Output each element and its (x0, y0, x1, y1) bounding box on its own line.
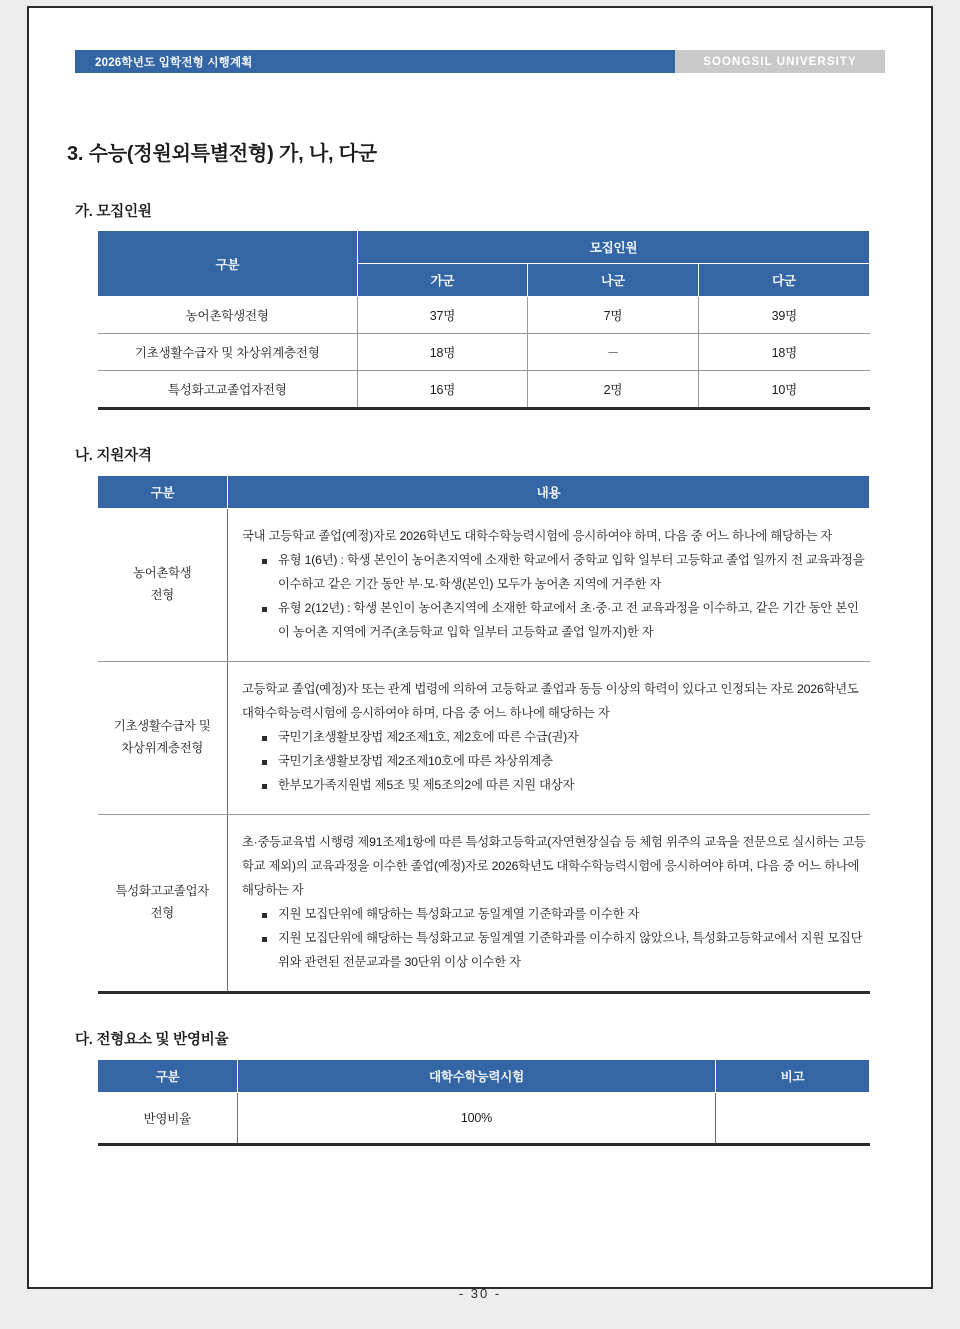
subsection-heading-capacity: 가. 모집인원 (75, 204, 152, 220)
cell-category (98, 661, 228, 814)
bullet-text: 국민기초생활보장법 제2조제10호에 따른 차상위계층 (278, 753, 553, 768)
qualification-lead-text: 국내 고등학교 졸업(예정)자로 2026학년도 대학수학능력시험에 응시하여야 하며, 다음 중 어느 하나에 해당하는 자 (242, 529, 833, 543)
capacity-table (97, 231, 870, 410)
cell-na: 2명 (528, 371, 699, 409)
cell-ga: 16명 (358, 371, 528, 409)
document-page (27, 6, 933, 1301)
cell-exam-ratio: 100% (238, 1092, 716, 1144)
ratio-table (97, 1059, 870, 1146)
qualification-bullet-list (242, 903, 870, 975)
qualification-bullet-list (242, 549, 870, 645)
table-row (98, 814, 870, 992)
page-number: - 30 - (458, 1286, 502, 1301)
col-header-division: 구분 (98, 231, 358, 297)
running-header-title: 2026학년도 입학전형 시행계획 (75, 50, 675, 73)
cell-division: 농어촌학생전형 (98, 297, 358, 334)
list-item (262, 549, 866, 597)
list-item (262, 750, 866, 774)
cell-na: 7명 (528, 297, 699, 334)
cell-division: 반영비율 (98, 1092, 238, 1144)
col-header-content: 내용 (228, 476, 870, 509)
subsection-heading-qualification: 나. 지원자격 (75, 448, 152, 464)
table-row (98, 371, 870, 409)
cell-da: 10명 (699, 371, 870, 409)
col-header-capacity-group: 모집인원 (358, 231, 870, 264)
col-header-division: 구분 (98, 1059, 238, 1092)
table-row (98, 661, 870, 814)
cell-na: － (528, 334, 699, 371)
bullet-text: 국민기초생활보장법 제2조제1호, 제2호에 따른 수급(권)자 (278, 729, 579, 744)
cell-content (228, 814, 870, 992)
list-item (262, 774, 866, 798)
category-line-2: 전형 (150, 587, 174, 602)
cell-division: 기초생활수급자 및 차상위계층전형 (98, 334, 358, 371)
capacity-table-header-row (98, 231, 870, 264)
page-title: 3. 수능(정원외특별전형) 가, 나, 다군 (67, 143, 377, 165)
col-header-ga: 가군 (358, 264, 528, 297)
col-header-exam: 대학수학능력시험 (238, 1059, 716, 1092)
category-line-2: 차상위계층전형 (121, 740, 204, 755)
list-item (262, 927, 866, 975)
bullet-text: 유형 1(6년) : 학생 본인이 농어촌지역에 소재한 학교에서 중학교 입학 일부터 고등학교 졸업 일까지 전 교육과정을 이수하고 같은 기간 동안 부·모·학생(본인) 모두가 농어촌 지역에 거주한 자 (278, 552, 865, 591)
list-item (262, 726, 866, 750)
col-header-note: 비고 (716, 1059, 870, 1092)
cell-category (98, 509, 228, 662)
bullet-text: 지원 모집단위에 해당하는 특성화고교 동일계열 기준학과를 이수하지 않았으나, 특성화고등학교에서 지원 모집단위와 관련된 전문교과를 30단위 이상 이수한 자 (278, 930, 863, 969)
cell-content (228, 509, 870, 662)
category-line-1: 농어촌학생 (133, 566, 192, 581)
table-row (98, 1092, 870, 1144)
cell-division: 특성화고교졸업자전형 (98, 371, 358, 409)
list-item (262, 597, 866, 645)
cell-category (98, 814, 228, 992)
subsection-heading-ratio: 다. 전형요소 및 반영비율 (75, 1031, 229, 1048)
list-item (262, 903, 866, 927)
bullet-text: 한부모가족지원법 제5조 및 제5조의2에 따른 지원 대상자 (278, 777, 575, 792)
bullet-text: 지원 모집단위에 해당하는 특성화고교 동일계열 기준학과를 이수한 자 (278, 906, 640, 921)
category-line-1: 특성화고교졸업자 (115, 884, 209, 899)
cell-ga: 37명 (358, 297, 528, 334)
col-header-na: 나군 (528, 264, 699, 297)
cell-da: 39명 (699, 297, 870, 334)
col-header-da: 다군 (699, 264, 870, 297)
qualification-bullet-list (242, 726, 870, 798)
ratio-table-header-row (98, 1059, 870, 1092)
table-row (98, 334, 870, 371)
col-header-division: 구분 (98, 476, 228, 509)
table-row (98, 509, 870, 662)
cell-note (716, 1092, 870, 1144)
running-header (75, 50, 885, 73)
qualification-lead-text: 고등학교 졸업(예정)자 또는 관계 법령에 의하여 고등학교 졸업과 동등 이상의 학력이 있다고 인정되는 자로 2026학년도 대학수학능력시험에 응시하여야 하며, 다음 중 어느 하나에 해당하는 자 (242, 681, 859, 720)
table-row (98, 297, 870, 334)
qualification-table (97, 475, 870, 994)
qualification-lead-text: 초·중등교육법 시행령 제91조제1항에 따른 특성화고등학교(자연현장실습 등 체험 위주의 교육을 전문으로 실시하는 고등학교 제외)의 교육과정을 이수한 졸업(예정)자로 2026학년도 대학수학능력시험에 응시하여야 하며, 다음 중 어느 하나에 해당하는 자 (242, 834, 866, 897)
cell-da: 18명 (699, 334, 870, 371)
bullet-text: 유형 2(12년) : 학생 본인이 농어촌지역에 소재한 학교에서 초·중·고 전 교육과정을 이수하고, 같은 기간 동안 본인이 농어촌 지역에 거주(초등학교 입학 일부터 고등학교 졸업 일까지)한 자 (278, 600, 859, 639)
cell-ga: 18명 (358, 334, 528, 371)
qualification-table-header-row (98, 476, 870, 509)
cell-content (228, 661, 870, 814)
university-name: SOONGSIL UNIVERSITY (675, 50, 885, 73)
category-line-1: 기초생활수급자 및 (113, 719, 211, 734)
category-line-2: 전형 (150, 905, 174, 920)
